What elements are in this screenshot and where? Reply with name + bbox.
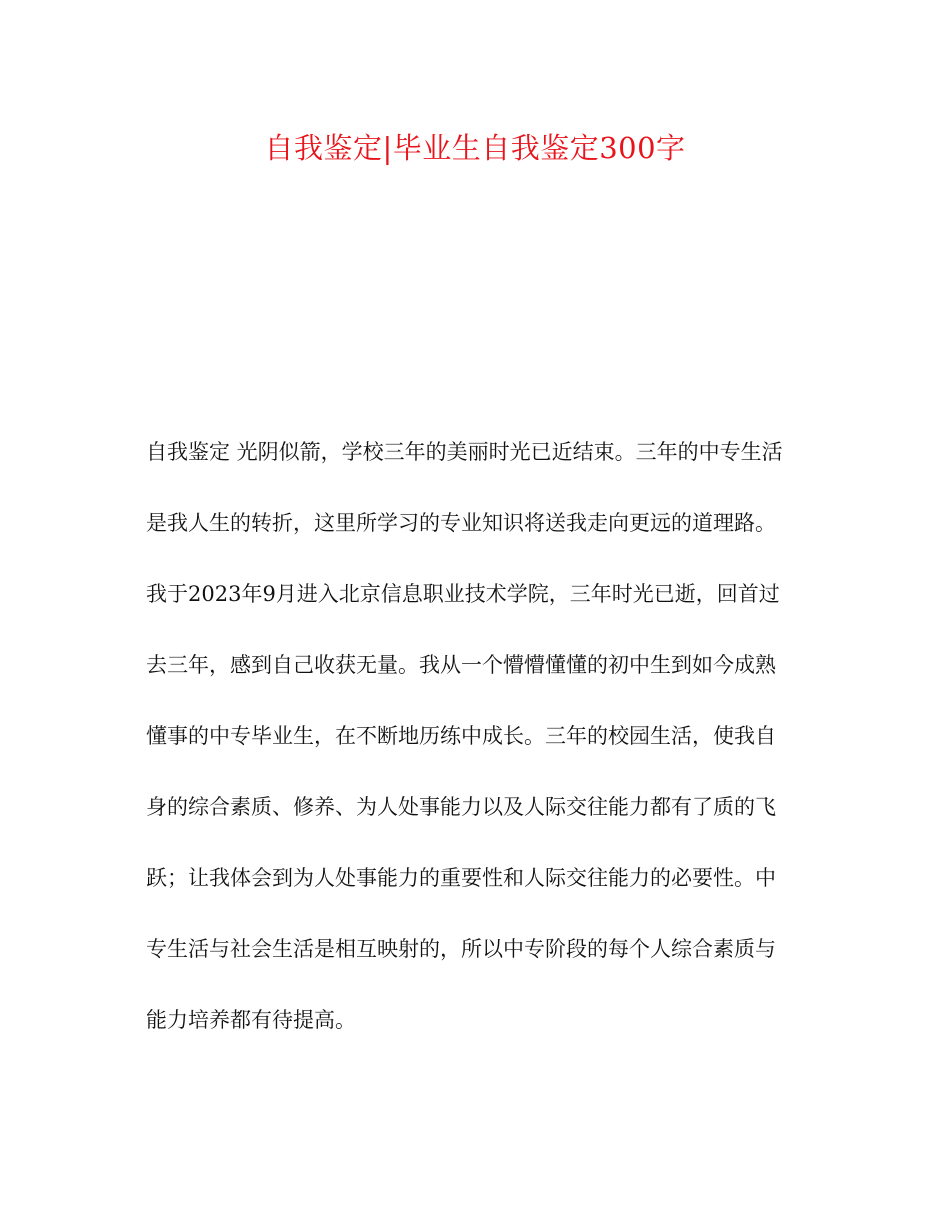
body-line: 身的综合素质、修养、为人处事能力以及人际交往能力都有了质的飞: [146, 795, 776, 819]
body-line: 去三年，感到自己收获无量。我从一个懵懵懂懂的初中生到如今成熟: [146, 653, 776, 677]
body-line: 是我人生的转折，这里所学习的专业知识将送我走向更远的道理路。: [146, 511, 776, 535]
body-line: 我于2023年9月进入北京信息职业技术学院，三年时光已逝，回首过: [146, 582, 780, 606]
body-line: 能力培养都有待提高。: [146, 1008, 356, 1032]
body-line: 自我鉴定 光阴似箭，学校三年的美丽时光已近结束。三年的中专生活: [146, 440, 783, 464]
document-title: 自我鉴定|毕业生自我鉴定300字: [264, 131, 686, 165]
body-line: 跃；让我体会到为人处事能力的重要性和人际交往能力的必要性。中: [146, 866, 776, 890]
body-line: 专生活与社会生活是相互映射的，所以中专阶段的每个人综合素质与: [146, 937, 776, 961]
document-body: [146, 430, 806, 1069]
body-line: 懂事的中专毕业生，在不断地历练中成长。三年的校园生活，使我自: [146, 724, 776, 748]
